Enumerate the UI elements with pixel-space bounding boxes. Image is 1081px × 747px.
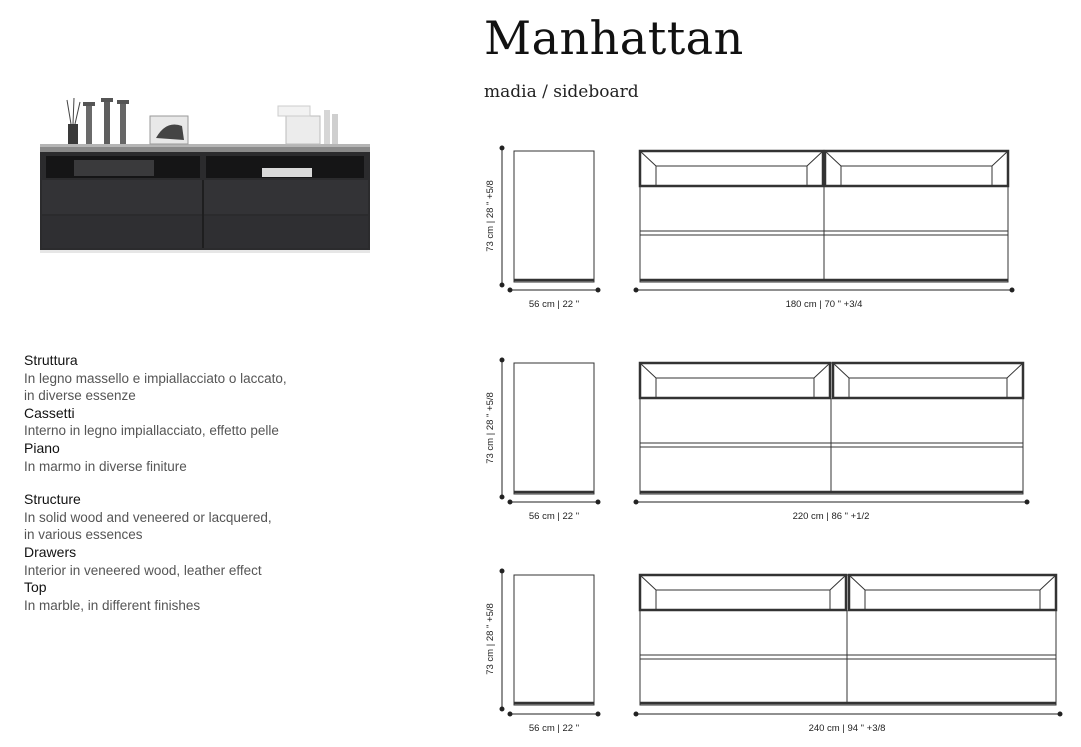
height-dimension-label: 73 cm | 28 " +5/8 [485, 392, 496, 464]
width-dimension-label: 240 cm | 94 " +3/8 [808, 723, 886, 734]
product-photo [34, 90, 379, 260]
side-view [514, 151, 594, 282]
depth-dimension-label: 56 cm | 22 " [528, 511, 580, 522]
candle-holder-3 [120, 102, 126, 144]
depth-dimension-label: 56 cm | 22 " [528, 299, 580, 310]
side-view [514, 575, 594, 705]
depth-dimension-label: 56 cm | 22 " [528, 723, 580, 734]
spec-text: In legno massello e impiallacciato o laccato, in diverse essenze [24, 370, 287, 404]
spec-heading: Drawers [24, 543, 77, 560]
drawer-top-left [42, 180, 202, 214]
front-view [640, 575, 1056, 705]
candle-holder-2 [104, 100, 110, 144]
spec-heading: Piano [24, 439, 60, 456]
height-dimension-label: 73 cm | 28 " +5/8 [485, 180, 496, 252]
drawing-240 [485, 569, 1062, 734]
specs-english [24, 491, 364, 614]
spec-text: In solid wood and veneered or lacquered, in various essences [24, 509, 272, 543]
spec-heading: Struttura [24, 352, 78, 368]
candle-holder-1 [86, 104, 92, 144]
width-dimension-label: 180 cm | 70 " +3/4 [785, 299, 863, 310]
width-dimension-label: 220 cm | 86 " +1/2 [792, 511, 870, 522]
spec-heading: Cassetti [24, 404, 75, 421]
spec-text: Interno in legno impiallacciato, effetto pelle [24, 423, 279, 439]
drawer-bottom-left [42, 216, 202, 248]
dimension-lines [500, 146, 1014, 292]
side-view [514, 363, 594, 494]
spec-heading: Structure [24, 491, 81, 508]
drawer-bottom-right [204, 216, 368, 248]
drawing-220 [485, 358, 1029, 522]
dimension-lines [500, 569, 1062, 716]
diffuser-bottle [68, 124, 78, 144]
drawer-top-right [204, 180, 368, 214]
height-dimension-label: 73 cm | 28 " +5/8 [485, 603, 496, 675]
dimension-lines [500, 358, 1029, 504]
spec-text: In marble, in different finishes [24, 597, 201, 613]
specifications [24, 352, 364, 614]
product-subtitle: madia / sideboard [484, 82, 639, 102]
white-sculpture [286, 116, 320, 144]
front-view [640, 363, 1023, 494]
drawing-180 [485, 146, 1014, 310]
spec-text: In marmo in diverse finiture [24, 458, 187, 474]
spec-heading: Top [24, 579, 47, 596]
front-view [640, 151, 1008, 282]
spec-text: Interior in veneered wood, leather effect [24, 562, 262, 578]
product-title: Manhattan [484, 11, 744, 65]
specs-italian [24, 352, 364, 475]
